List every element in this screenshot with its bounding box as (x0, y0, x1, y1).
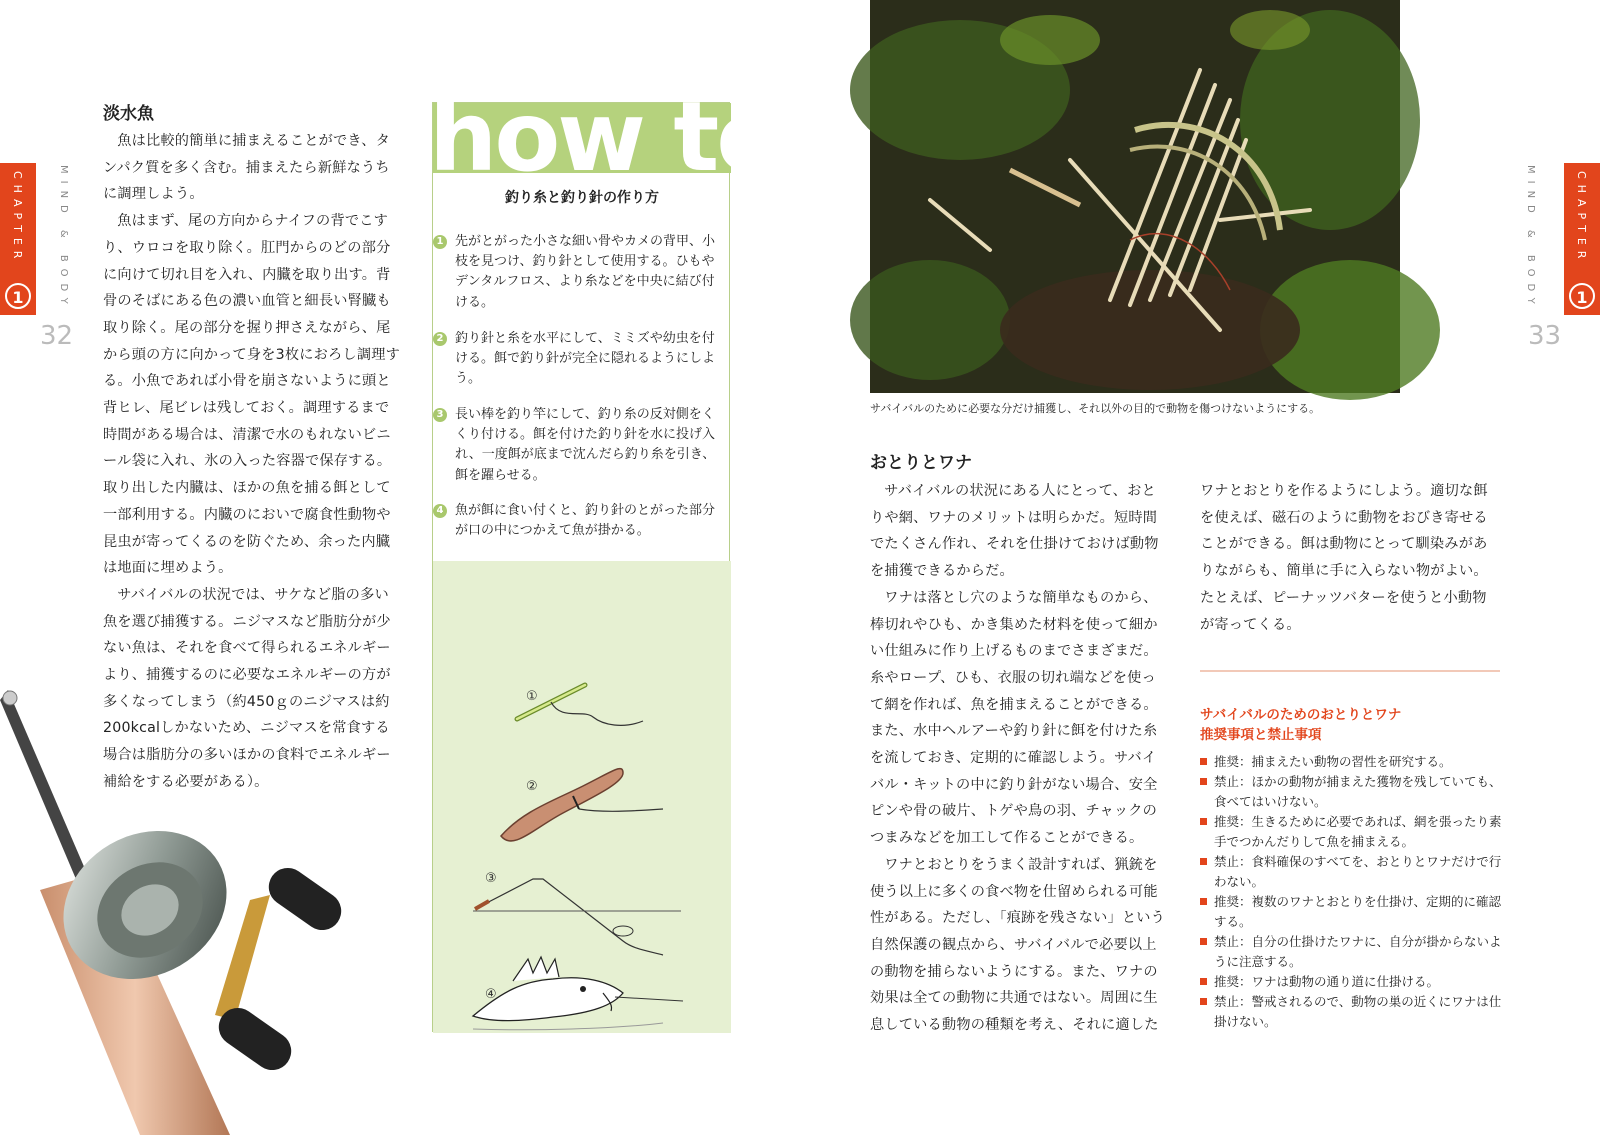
step-number: 1 (433, 235, 447, 249)
list-item: 禁止：ほかの動物が捕まえた獲物を残していても、食べてはいけない。 (1200, 772, 1505, 812)
paragraph: 魚はまず、尾の方向からナイフの背でこすり、ウロコを取り除く。肛門からのどの部分に向けて切れ目を入れ、内臓を取り出す。背骨のそばにある色の濃い血管と細長い腎臓も取り除く。尾の部分を握り押さえながら、尾から頭の方に向かって身を3枚におろし調理する。小魚であれば小骨を崩さないように頭と背ヒレ、尾ビレは残しておく。調理するまで時間がある場合は、清潔で水のもれないビニール袋に入れ、氷の入った容器で保存する。取り出した内臓は、ほかの魚を捕る餌として一部利用する。内臓のにおいで腐食性動物や昆虫が寄ってくるのを防ぐため、余った内臓は地面に埋めよう。 (103, 213, 400, 577)
howto-step (433, 405, 718, 486)
paragraph: ワナは落とし穴のような簡単なものから、棒切れやひも、かき集めた材料を使って細かい仕組みに作り上げるものまでさまざまだ。糸やロープ、ひも、衣服の切れ端などを使って網を作れば、魚を捕まえることができる。また、水中ヘルアーや釣り針に餌を付けた糸を流しておき、定期的に確認しよう。サバイバル・キットの中に釣り針がない場合、安全ピンや骨の破片、トゲや鳥の羽、チャックのつまみなどを加工して作ることができる。 (870, 589, 1158, 847)
paragraph: サバイバルの状況にある人にとって、おとりや網、ワナのメリットは明らかだ。短時間でたくさん作れ、それを仕掛けておけば動物を捕獲できるからだ。 (870, 483, 1159, 580)
dos-donts-title-line2: 推奨事項と禁止事項 (1200, 727, 1322, 743)
figure-number: ③ (485, 871, 497, 886)
divider (1200, 670, 1500, 672)
chapter-label: CHAPTER (1575, 171, 1588, 265)
figure-number: ② (526, 779, 538, 794)
list-item: 推奨：捕まえたい動物の習性を研究する。 (1200, 752, 1505, 772)
list-item: 禁止：警戒されるので、動物の巣の近くにワナは仕掛けない。 (1200, 992, 1505, 1032)
list-item: 推奨：ワナは動物の通り道に仕掛ける。 (1200, 972, 1505, 992)
chapter-number: 1 (1569, 283, 1595, 309)
figure-1-hook (517, 685, 643, 725)
howto-step (433, 232, 718, 313)
step-text: 釣り針と糸を水平にして、ミミズや幼虫を付ける。餌で釣り針が完全に隠れるようにしよう。 (455, 331, 716, 387)
howto-step (433, 501, 718, 541)
figure-4-hooked-fish (473, 957, 683, 1030)
howto-banner-text: how to (429, 81, 780, 193)
chapter-number: 1 (5, 283, 31, 309)
bait-traps-text-col2 (1200, 478, 1500, 638)
paragraph: ワナとおとりを作るようにしよう。適切な餌を使えば、磁石のように動物をおびき寄せることができる。餌は動物にとって馴染みがありながらも、簡単に手に入らない物がよい。たとえば、ピーナッツバターを使うと小動物が寄ってくる。 (1200, 483, 1488, 633)
list-item: 推奨：生きるために必要であれば、網を張ったり素手でつかんだりして魚を捕まえる。 (1200, 812, 1505, 852)
photo-caption: サバイバルのために必要な分だけ捕獲し、それ以外の目的で動物を傷つけないようにする。 (870, 402, 1321, 415)
dos-donts-title-line1: サバイバルのためのおとりとワナ (1200, 707, 1402, 723)
paragraph: ワナとおとりをうまく設計すれば、猟銃を使う以上に多くの食べ物を仕留められる可能性がある。ただし、「痕跡を残さない」という自然保護の観点から、サバイバルで必要以上の動物を捕らないようにする。また、ワナの効果は全ての動物に共通ではない。周囲に生息している動物の種類を考え、それに適した (870, 856, 1166, 1034)
trap-photo (870, 0, 1400, 393)
list-item: 禁止：自分の仕掛けたワナに、自分が掛からないように注意する。 (1200, 932, 1505, 972)
step-text: 先がとがった小さな細い骨やカメの背甲、小枝を見つけ、釣り針として使用する。ひもやデンタルフロス、より糸などを中央に結び付ける。 (455, 234, 716, 310)
figure-number: ④ (485, 987, 497, 1002)
figure-2-worm-bait (501, 769, 663, 841)
chapter-tab-left (0, 163, 36, 315)
chapter-tab-right (1564, 163, 1600, 315)
howto-step (433, 329, 718, 390)
chapter-label: CHAPTER (11, 171, 24, 265)
paragraph: 魚は比較的簡単に捕まえることができ、タンパク質を多く含む。捕まえたら新鮮なうちに調理しよう。 (103, 133, 390, 203)
howto-banner (429, 81, 780, 193)
howto-title: 釣り糸と釣り針の作り方 (505, 190, 659, 206)
bait-traps-text-col1 (870, 478, 1170, 1039)
figure-number: ① (526, 689, 538, 704)
dos-donts-title (1200, 705, 1401, 745)
section-heading-bait-and-traps: おとりとワナ (870, 453, 972, 473)
paragraph: サバイバルの状況では、サケなど脂の多い魚を選び捕獲する。ニジマスなど脂肪分が少ない魚は、それを食べて得られるエネルギーより、捕獲するのに必要なエネルギーの方が多くなってしまう（約450ｇのニジマスは約200kcalしかないため、ニジマスを常食する場合は脂肪分の多いほかの食料でエネルギー補給をする必要がある）。 (103, 586, 391, 790)
step-text: 魚が餌に食い付くと、釣り針のとがった部分が口の中につかえて魚が掛かる。 (455, 503, 716, 539)
howto-panel (429, 81, 780, 1032)
step-number: 3 (433, 408, 447, 422)
list-item: 推奨：複数のワナとおとりを仕掛け、定期的に確認する。 (1200, 892, 1505, 932)
side-label-left: MIND & BODY (58, 165, 69, 311)
section-heading-freshwater-fish: 淡水魚 (103, 104, 154, 124)
dos-donts-list (1200, 752, 1505, 1032)
figure-3-rod-and-line (473, 871, 681, 955)
list-item: 禁止：食料確保のすべてを、おとりとワナだけで行わない。 (1200, 852, 1505, 892)
fishing-reel-image (0, 690, 430, 1135)
page-number-right: 33 (1528, 321, 1562, 351)
page-number-left: 32 (40, 321, 74, 351)
howto-illustrations (433, 561, 731, 1033)
side-label-right: MIND & BODY (1525, 165, 1536, 311)
step-number: 4 (433, 504, 447, 518)
step-number: 2 (433, 332, 447, 346)
step-text: 長い棒を釣り竿にして、釣り糸の反対側をくくり付ける。餌を付けた釣り針を水に投げ入れ、一度餌が底まで沈んだら釣り糸を引き、餌を躍らせる。 (455, 407, 716, 483)
